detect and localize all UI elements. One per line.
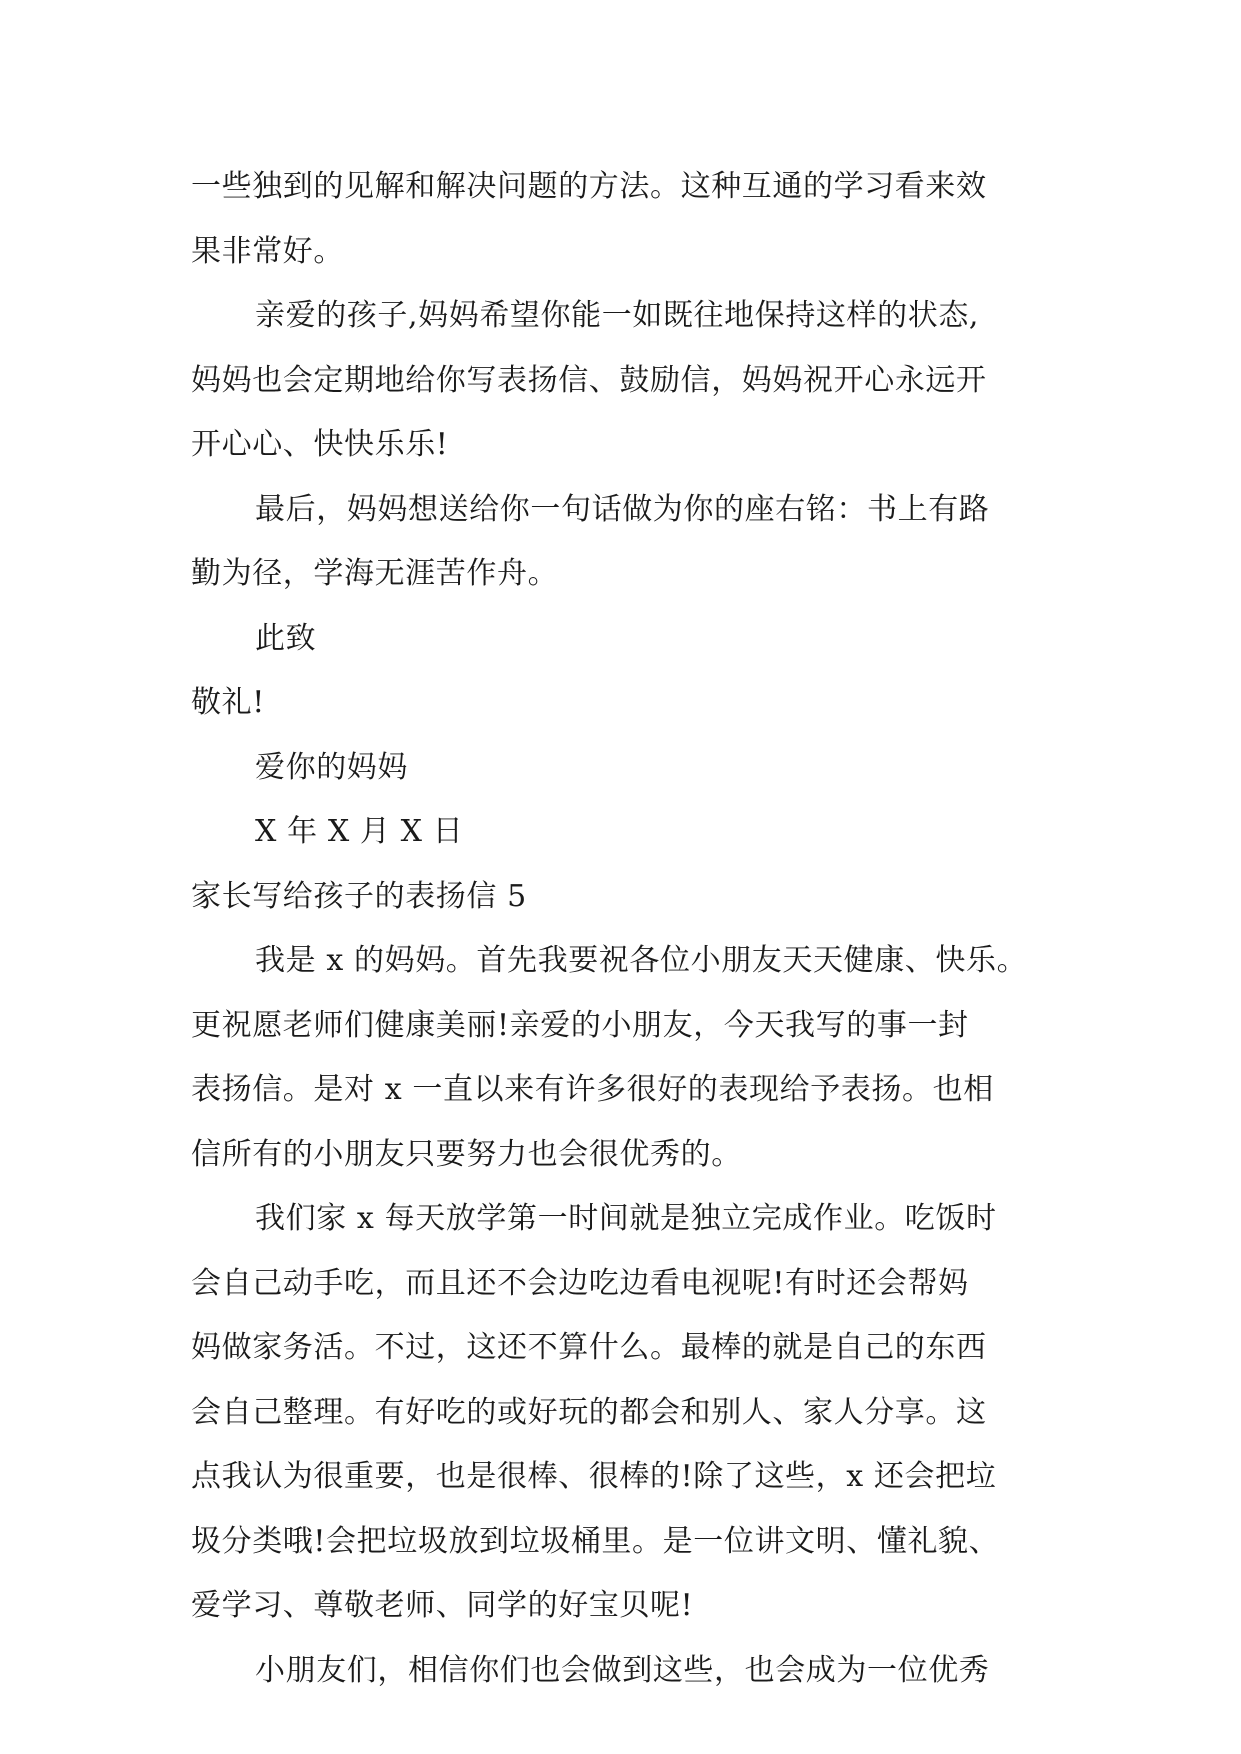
text-line: 信所有的小朋友只要努力也会很优秀的。 [191, 1136, 742, 1172]
text-line: 果非常好。 [191, 233, 344, 269]
text-line: 妈做家务活。不过，这还不算什么。最棒的就是自己的东西 [191, 1330, 987, 1365]
text-line: 小朋友们，相信你们也会做到这些，也会成为一位优秀 [255, 1652, 990, 1688]
text-line: 最后，妈妈想送给你一句话做为你的座右铭：书上有路 [255, 491, 990, 527]
text-line: 爱学习、尊敬老师、同学的好宝贝呢! [191, 1588, 694, 1623]
text-line: 我是 x 的妈妈。首先我要祝各位小朋友天天健康、快乐。 [255, 943, 1028, 978]
text-line: 更祝愿老师们健康美丽!亲爱的小朋友，今天我写的事一封 [191, 1007, 969, 1043]
section-title: 家长写给孩子的表扬信 5 [191, 878, 527, 914]
text-line: 亲爱的孩子,妈妈希望你能一如既往地保持这样的状态, [255, 298, 980, 333]
text-line: 会自己动手吃，而且还不会边吃边看电视呢!有时还会帮妈 [191, 1265, 969, 1301]
signature-line: 爱你的妈妈 [255, 749, 408, 785]
date-line: X 年 X 月 X 日 [255, 814, 464, 849]
text-line: 点我认为很重要，也是很棒、很棒的!除了这些，x 还会把垃 [191, 1459, 997, 1494]
document-body [191, 155, 1091, 1703]
text-line: 表扬信。是对 x 一直以来有许多很好的表现给予表扬。也相 [191, 1072, 994, 1107]
text-line: 我们家 x 每天放学第一时间就是独立完成作业。吃饭时 [255, 1201, 997, 1236]
text-line: 开心心、快快乐乐! [191, 427, 449, 462]
text-line: 圾分类哦!会把垃圾放到垃圾桶里。是一位讲文明、懂礼貌、 [191, 1523, 1000, 1559]
salutation-line: 敬礼! [191, 685, 265, 720]
text-line: 勤为径，学海无涯苦作舟。 [191, 556, 559, 591]
salutation-line: 此致 [255, 620, 317, 656]
text-line: 一些独到的见解和解决问题的方法。这种互通的学习看来效 [191, 169, 987, 204]
text-line: 会自己整理。有好吃的或好玩的都会和别人、家人分享。这 [191, 1394, 987, 1430]
text-line: 妈妈也会定期地给你写表扬信、鼓励信，妈妈祝开心永远开 [191, 362, 987, 398]
